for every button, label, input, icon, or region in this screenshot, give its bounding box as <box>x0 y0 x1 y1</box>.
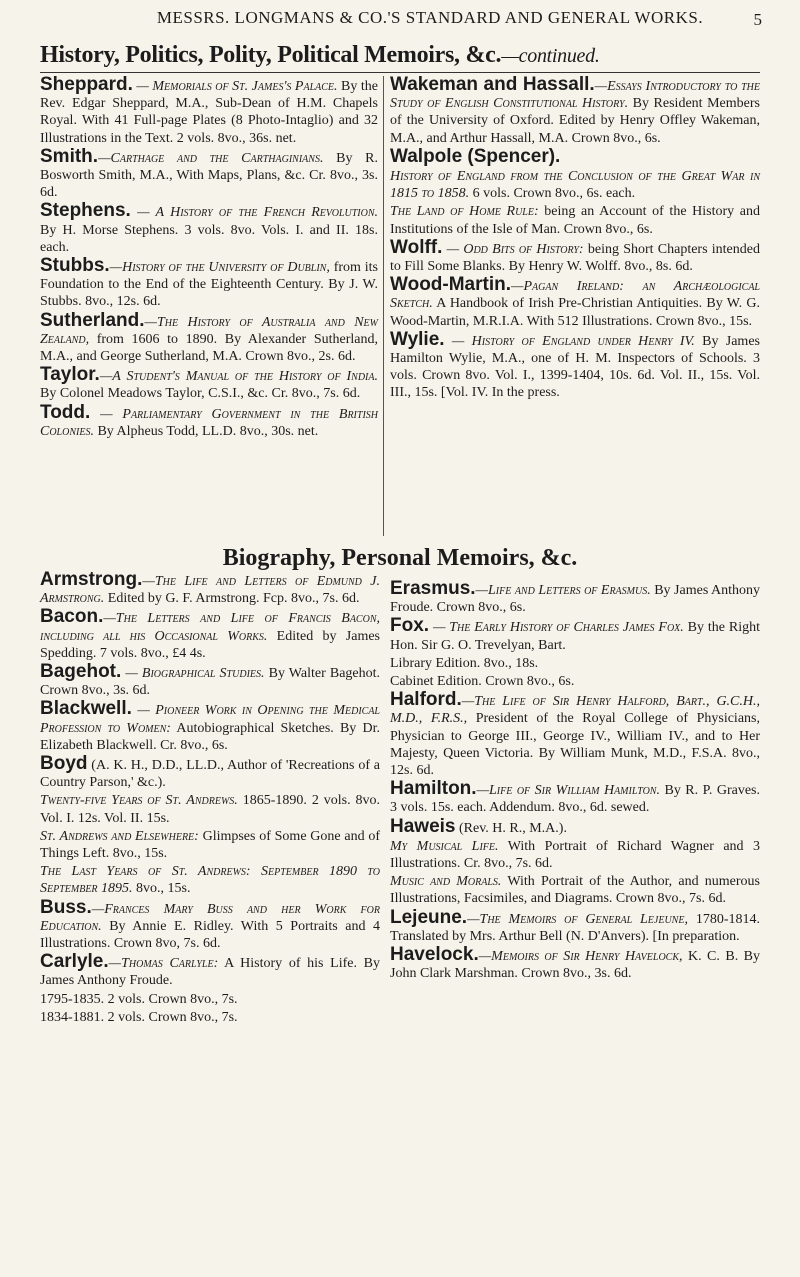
column-history-right <box>390 76 760 403</box>
author-heading: Blackwell. <box>40 698 132 720</box>
book-title: —Essays Introductory to the Study of English Constitutional History. <box>390 79 760 112</box>
book-entry <box>390 76 760 147</box>
book-title: History of England from the Conclusion of the Great War in 1815 to 1858. <box>390 169 760 202</box>
book-entry <box>40 257 378 311</box>
entry-details: 6 vols. Crown 8vo., 6s. each. <box>469 186 636 202</box>
book-title: — A History of the French Revolution. <box>130 205 378 221</box>
book-entry <box>40 608 380 662</box>
entry-details: By H. Morse Stephens. 3 vols. 8vo. Vols. I. and II. 18s. each. <box>40 222 378 255</box>
book-title: —The Life and Letters of Edmund J. Armstrong. <box>40 574 380 607</box>
entry-details: By the Right Hon. Sir G. O. Trevelyan, Bart. <box>390 620 760 653</box>
book-title: — History of England under Henry IV. <box>444 333 695 349</box>
entry-details: A Handbook of Irish Pre-Christian Antiquities. By W. G. Wood-Martin, M.R.I.A. With 512 Illustrations. Crown 8vo., 15s. <box>390 296 760 329</box>
book-title: —The History of Australia and New Zealand, <box>40 314 378 347</box>
entry-details: Library Edition. 8vo., 18s. <box>390 655 539 671</box>
author-heading: Wood-Martin. <box>390 274 512 296</box>
book-title: —Memoirs of Sir Henry Havelock, <box>478 949 683 965</box>
book-entry <box>390 328 760 402</box>
entry-details: Cabinet Edition. Crown 8vo., 6s. <box>390 674 575 690</box>
book-entry <box>40 953 380 989</box>
book-entry <box>40 202 378 256</box>
author-heading: Halford. <box>390 689 462 711</box>
entry-details: (Rev. H. R., M.A.). <box>455 820 567 836</box>
author-heading: Fox. <box>390 615 430 637</box>
book-entry <box>390 617 760 653</box>
entry-details: Autobiographical Sketches. By Dr. Elizabeth Blackwell. Cr. 8vo., 6s. <box>40 720 380 753</box>
book-entry <box>40 76 378 147</box>
entry-details: 1865-1890. 2 vols. 8vo. Vol. I. 12s. Vol. II. 15s. <box>40 793 381 826</box>
book-entry <box>390 873 760 907</box>
entry-details: By James Hamilton Wylie, M.A., one of H. M. Inspectors of Schools. 3 vols. Crown 8vo. Vol. I., 1399-1404, 10s. 6d. Vol. II., 15s. Vol. III., 15s. [Vol. IV. In the press. <box>390 333 760 401</box>
entry-details: By Colonel Meadows Taylor, C.S.I., &c. Cr. 8vo., 7s. 6d. <box>40 386 361 402</box>
book-entry <box>390 691 760 779</box>
entry-details: With Portrait of Richard Wagner and 3 Illustrations. Cr. 8vo., 7s. 6d. <box>390 838 760 872</box>
book-entry <box>390 203 760 237</box>
author-heading: Boyd <box>40 753 88 775</box>
entry-details: (A. K. H., D.D., LL.D., Author of 'Recreations of a Country Parson,' &c.). <box>40 758 380 791</box>
entry-details: from its Foundation to the End of the Eighteenth Century. By J. W. Stubbs. 8vo., 12s. 6d. <box>40 260 378 310</box>
book-title: —Carthage and the Carthaginians. <box>98 150 324 166</box>
book-title: —Thomas Carlyle: <box>108 956 219 972</box>
book-title: Twenty-five Years of St. Andrews. <box>40 793 238 809</box>
author-heading: Walpole (Spencer). <box>390 145 561 167</box>
author-heading: Erasmus. <box>390 578 476 599</box>
book-entry <box>40 663 380 699</box>
book-entry <box>40 828 380 862</box>
book-entry <box>40 755 380 791</box>
book-entry <box>40 792 380 826</box>
author-heading: Buss. <box>40 896 92 918</box>
entry-details: By Alpheus Todd, LL.D. 8vo., 30s. net. <box>93 423 319 439</box>
book-entry <box>40 309 378 366</box>
book-title: St. Andrews and Elsewhere: <box>40 828 199 844</box>
author-heading: Lejeune. <box>390 906 468 928</box>
author-heading: Havelock. <box>390 944 479 966</box>
author-heading: Sutherland. <box>40 309 145 331</box>
book-entry <box>40 401 378 440</box>
entry-details: By R. P. Graves. 3 vols. 15s. each. Addendum. 8vo., 6d. sewed. <box>390 783 761 816</box>
book-title: — Pioneer Work in Opening the Medical Profession to Women: <box>40 703 380 736</box>
book-title: The Land of Home Rule: <box>390 204 539 220</box>
book-title: —History of the University of Dublin, <box>109 260 330 276</box>
continued-label: —continued. <box>501 45 600 67</box>
book-title: —The Letters and Life of Francis Bacon, including all his Occasional Works. <box>40 611 380 644</box>
book-title: —The Life of Sir Henry Halford, Bart., G.C.H., M.D., F.R.S., <box>390 694 760 727</box>
book-title: —A Student's Manual of the History of India. <box>99 369 378 385</box>
entry-details: 1795-1835. 2 vols. Crown 8vo., 7s. <box>40 991 238 1007</box>
entry-details: Edited by James Spedding. 7 vols. 8vo., £4 4s. <box>40 628 380 661</box>
book-entry <box>40 700 380 754</box>
author-heading: Haweis <box>390 815 456 837</box>
section-rule <box>40 72 760 73</box>
author-heading: Stephens. <box>40 200 131 222</box>
book-title: The Last Years of St. Andrews: September 1890 to September 1895. <box>40 864 380 897</box>
author-heading: Wakeman and Hassall. <box>390 74 595 95</box>
author-heading: Hamilton. <box>390 778 477 800</box>
book-entry <box>390 168 760 202</box>
book-title: — Biographical Studies. <box>121 666 265 682</box>
book-title: —The Memoirs of General Lejeune, <box>467 911 688 927</box>
book-entry <box>390 145 760 167</box>
entry-details: 1780-1814. Translated by Mrs. Arthur Bell (N. D'Anvers). [In preparation. <box>390 911 760 944</box>
book-entry <box>390 673 760 690</box>
section-heading-history <box>40 42 800 69</box>
book-title: —Pagan Ireland: an Archæological Sketch. <box>390 279 760 312</box>
entry-details: President of the Royal College of Physicians, Physician to George III., George IV., William IV., and to Her Majesty, Queen Victoria. By William Munk, M.D., F.S.A. 8vo., 12s. 6d. <box>390 711 760 779</box>
column-divider <box>383 76 384 536</box>
entry-details: 8vo., 15s. <box>132 881 191 897</box>
book-entry <box>40 571 380 607</box>
book-entry <box>40 145 378 202</box>
book-entry <box>40 1009 380 1026</box>
entry-details: By the Rev. Edgar Sheppard, M.A., Sub-Dean of H.M. Chapels Royal. With 41 Full-page Plates (8 Photo-Intaglio) and 32 Illustrations in the Text. 2 vols. 8vo., 36s. net. <box>40 79 378 146</box>
book-entry <box>40 896 380 953</box>
entry-details: By Walter Bagehot. Crown 8vo., 3s. 6d. <box>40 666 381 699</box>
running-head: MESSRS. LONGMANS & CO.'S STANDARD AND GENERAL WORKS. <box>156 8 704 27</box>
book-title: — Odd Bits of History: <box>442 241 584 257</box>
entry-details: By Annie E. Ridley. With 5 Portraits and 4 Illustrations. Crown 8vo, 7s. 6d. <box>40 918 380 952</box>
section-title: History, Politics, Polity, Political Memoirs, &c. <box>40 42 502 68</box>
author-heading: Todd. <box>40 401 91 423</box>
entry-details: K. C. B. By John Clark Marshman. Crown 8vo., 3s. 6d. <box>390 949 760 982</box>
book-entry <box>390 946 760 982</box>
book-entry <box>40 366 378 402</box>
entry-details: A History of his Life. By James Anthony Froude. <box>40 956 380 989</box>
page-number: 5 <box>753 10 762 29</box>
column-biography-right <box>390 580 760 983</box>
book-title: —Frances Mary Buss and her Work for Education. <box>40 901 380 934</box>
book-entry <box>390 655 760 672</box>
entry-details: By Resident Members of the University of Oxford. Edited by Henry Offley Wakeman, M.A., and Arthur Hassall, M.A. Crown 8vo., 6s. <box>390 96 760 146</box>
entry-details: being Short Chapters intended to Fill Some Blanks. By Henry W. Wolff. 8vo., 8s. 6d. <box>390 241 760 275</box>
book-entry <box>390 780 760 816</box>
entry-details: being an Account of the History and Institutions of the Isle of Man. Crown 8vo., 6s. <box>390 204 761 237</box>
book-title: —Life of Sir William Hamilton. <box>476 783 660 799</box>
book-title: My Musical Life. <box>390 838 499 854</box>
book-entry <box>390 236 760 275</box>
entry-details: With Portrait of the Author, and numerous Illustrations, Facsimiles, and Diagrams. Crown 8vo., 7s. 6d. <box>390 874 760 907</box>
author-heading: Wolff. <box>390 236 443 258</box>
author-heading: Taylor. <box>40 364 100 386</box>
column-biography-left <box>40 571 380 1027</box>
book-title: — The Early History of Charles James Fox. <box>429 620 684 636</box>
book-entry <box>390 276 760 330</box>
author-heading: Bagehot. <box>40 661 122 683</box>
author-heading: Smith. <box>40 145 99 167</box>
book-entry <box>40 863 380 897</box>
book-entry <box>390 815 760 837</box>
column-history-left <box>40 76 378 441</box>
entry-details: 1834-1881. 2 vols. Crown 8vo., 7s. <box>40 1009 238 1025</box>
entry-details: By R. Bosworth Smith, M.A., With Maps, Plans, &c. Cr. 8vo., 3s. 6d. <box>40 150 378 201</box>
book-title: — Memorials of St. James's Palace. <box>132 79 338 94</box>
entry-details: Glimpses of Some Gone and of Things Left. 8vo., 15s. <box>40 828 380 862</box>
book-entry <box>390 838 760 872</box>
book-title: —Life and Letters of Erasmus. <box>475 583 651 598</box>
book-entry <box>390 906 760 945</box>
author-heading: Carlyle. <box>40 951 109 973</box>
book-title: Music and Morals. <box>390 874 502 890</box>
entry-details: By James Anthony Froude. Crown 8vo., 6s. <box>390 583 760 616</box>
book-title: — Parliamentary Government in the British Colonies. <box>40 406 378 439</box>
author-heading: Armstrong. <box>40 569 143 590</box>
author-heading: Wylie. <box>390 328 445 350</box>
author-heading: Sheppard. <box>40 74 133 95</box>
author-heading: Stubbs. <box>40 255 110 277</box>
section-heading-biography: Biography, Personal Memoirs, &c. <box>222 545 578 571</box>
entry-details: from 1606 to 1890. By Alexander Sutherland, M.A., and George Sutherland, M.A. Crown 8vo., 2s. 6d. <box>40 331 378 365</box>
author-heading: Bacon. <box>40 606 104 628</box>
entry-details: Edited by G. F. Armstrong. Fcp. 8vo., 7s. 6d. <box>104 591 360 607</box>
book-entry <box>40 991 380 1008</box>
book-entry <box>390 580 760 616</box>
